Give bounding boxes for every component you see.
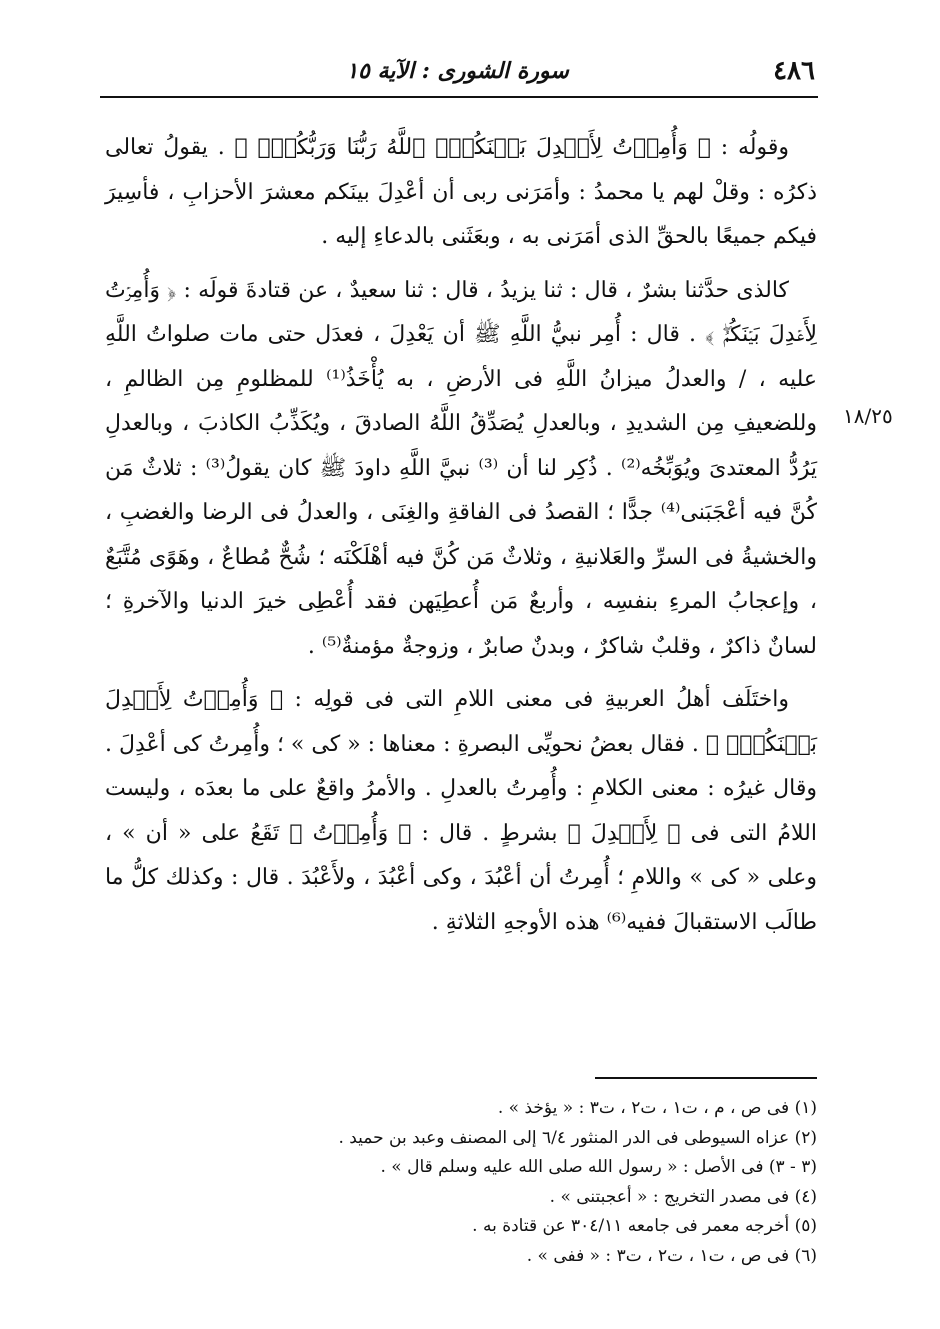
main-text	[105, 126, 817, 945]
page-header	[100, 52, 815, 92]
footnote-5: (٥) أخرجه معمر فى جامعه ٣٠٤/١١ عن قتادة به .	[472, 1216, 817, 1236]
footnote-4: (٤) فى مصدر التخريج : « أعجبتنى » .	[549, 1186, 817, 1207]
footnote-1: (١) فى ص ، م ، ت١ ، ت٢ ، ت٣ : « يؤخذ » .	[497, 1098, 817, 1118]
footnote-rule	[595, 1077, 817, 1079]
footnote-6: (٦) فى ص ، ت١ ، ت٢ ، ت٣ : « ففى » .	[526, 1245, 817, 1266]
footnote-2: (٢) عزاه السيوطى فى الدر المنثور ٦/٤ إلى المصنف وعبد بن حميد .	[338, 1127, 817, 1148]
paragraph-2: كالذى حدَّثنا بشرٌ ، قال : ثنا يزيدُ ، قال : ثنا سعيدٌ ، عن قتادةَ قولَه : ﴿ وَأُمِرۡتُ لِأَعۡدِلَ بَيۡنَكُمُۖ ﴾ . قال : أُمِر نبيُّ اللَّهِ ﷺ أن يَعْدِلَ ، فعدَل حتى مات صلواتُ اللَّهِ عليه ، / والعدلُ ميزانُ اللَّهِ فى الأرضِ ، به يُأْخَذُ⁽¹⁾ للمظلومِ مِن الظالمِ ، وللضعيفِ مِن الشديدِ ، وبالعدلِ يُصَدِّقُ اللَّهُ الصادقَ ، ويُكَذِّبُ الكاذبَ ، وبالعدلِ يَرُدُّ المعتدىَ ويُوَبِّخُه⁽²⁾ . ذُكِر لنا أن ⁽³⁾ نبيَّ اللَّهِ داودَ ﷺ كان يقولُ⁽³⁾ : ثلاثٌ مَن كُنَّ فيه أعْجَبَنى⁽⁴⁾ جدًّا ؛ القصدُ فى الفاقةِ والغِنَى ، والعدلُ فى الرضا والغضبِ ، والخشيةُ فى السرِّ والعَلانيةِ ، وثلاثٌ مَن كُنَّ فيه أهْلَكْنَه ؛ شُحٌّ مُطاعٌ ، وهَوًى مُتَّبَعٌ ، وإعجابُ المرءِ بنفسِه ، وأربعٌ مَن أُعطِيَهن فقد أُعْطِى خيرَ الدنيا والآخرةِ ؛ لسانٌ ذاكرٌ ، وقلبٌ شاكرٌ ، وبدنٌ صابرٌ ، وزوجةٌ مؤمنةٌ⁽⁵⁾ .	[105, 277, 817, 659]
footnotes	[105, 1094, 817, 1271]
footnote-3: (٣ - ٣) فى الأصل : « رسول الله صلى الله عليه وسلم قال » .	[380, 1157, 817, 1177]
header-rule	[100, 96, 818, 98]
paragraph-3: واختَلَف أهلُ العربيةِ فى معنى اللامِ التى فى قولِه : ﴿ وَأُمِرۡتُ لِأَعۡدِلَ بَيۡنَكُمُۖ ﴾ . فقال بعضُ نحويِّى البصرةِ : معناها : « كى » ؛ وأُمِرتُ كى أعْدِلَ . وقال غيرُه : معنى الكلامِ : وأُمِرتُ بالعدلِ . والأمرُ واقعٌ على ما بعدَه ، وليست اللامُ التى فى ﴿ لِأَعۡدِلَ ﴾ بشرطٍ . قال : ﴿ وَأُمِرۡتُ ﴾ تَقَعُ على « أن » ، وعلى « كى » واللامِ ؛ أُمِرتُ أن أعْبُدَ ، وكى أعْبُدَ ، ولأَعْبُدَ . قال : وكذلك كلُّ ما طالَب الاستقبالَ ففيه⁽⁶⁾ هذه الأوجهِ الثلاثةِ .	[105, 687, 817, 935]
margin-page-reference: ١٨/٢٥	[843, 404, 893, 428]
page-number: ٤٨٦	[773, 56, 815, 86]
running-title: سورة الشورى : الآية ١٥	[346, 58, 569, 84]
paragraph-1: وقولُه : ﴿ وَأُمِرۡتُ لِأَعۡدِلَ بَيۡنَكُمُۖ ٱللَّهُ رَبُّنَا وَرَبُّكُمۡۖ ﴾ . يقولُ تعالى ذكرُه : وقلْ لهم يا محمدُ : وأمَرَنى ربى أن أعْدِلَ بينَكم معشرَ الأحزابِ ، فأسِيرَ فيكم جميعًا بالحقِّ الذى أمَرَنى به ، وبعَثَنى بالدعاءِ إليه .	[105, 135, 817, 249]
